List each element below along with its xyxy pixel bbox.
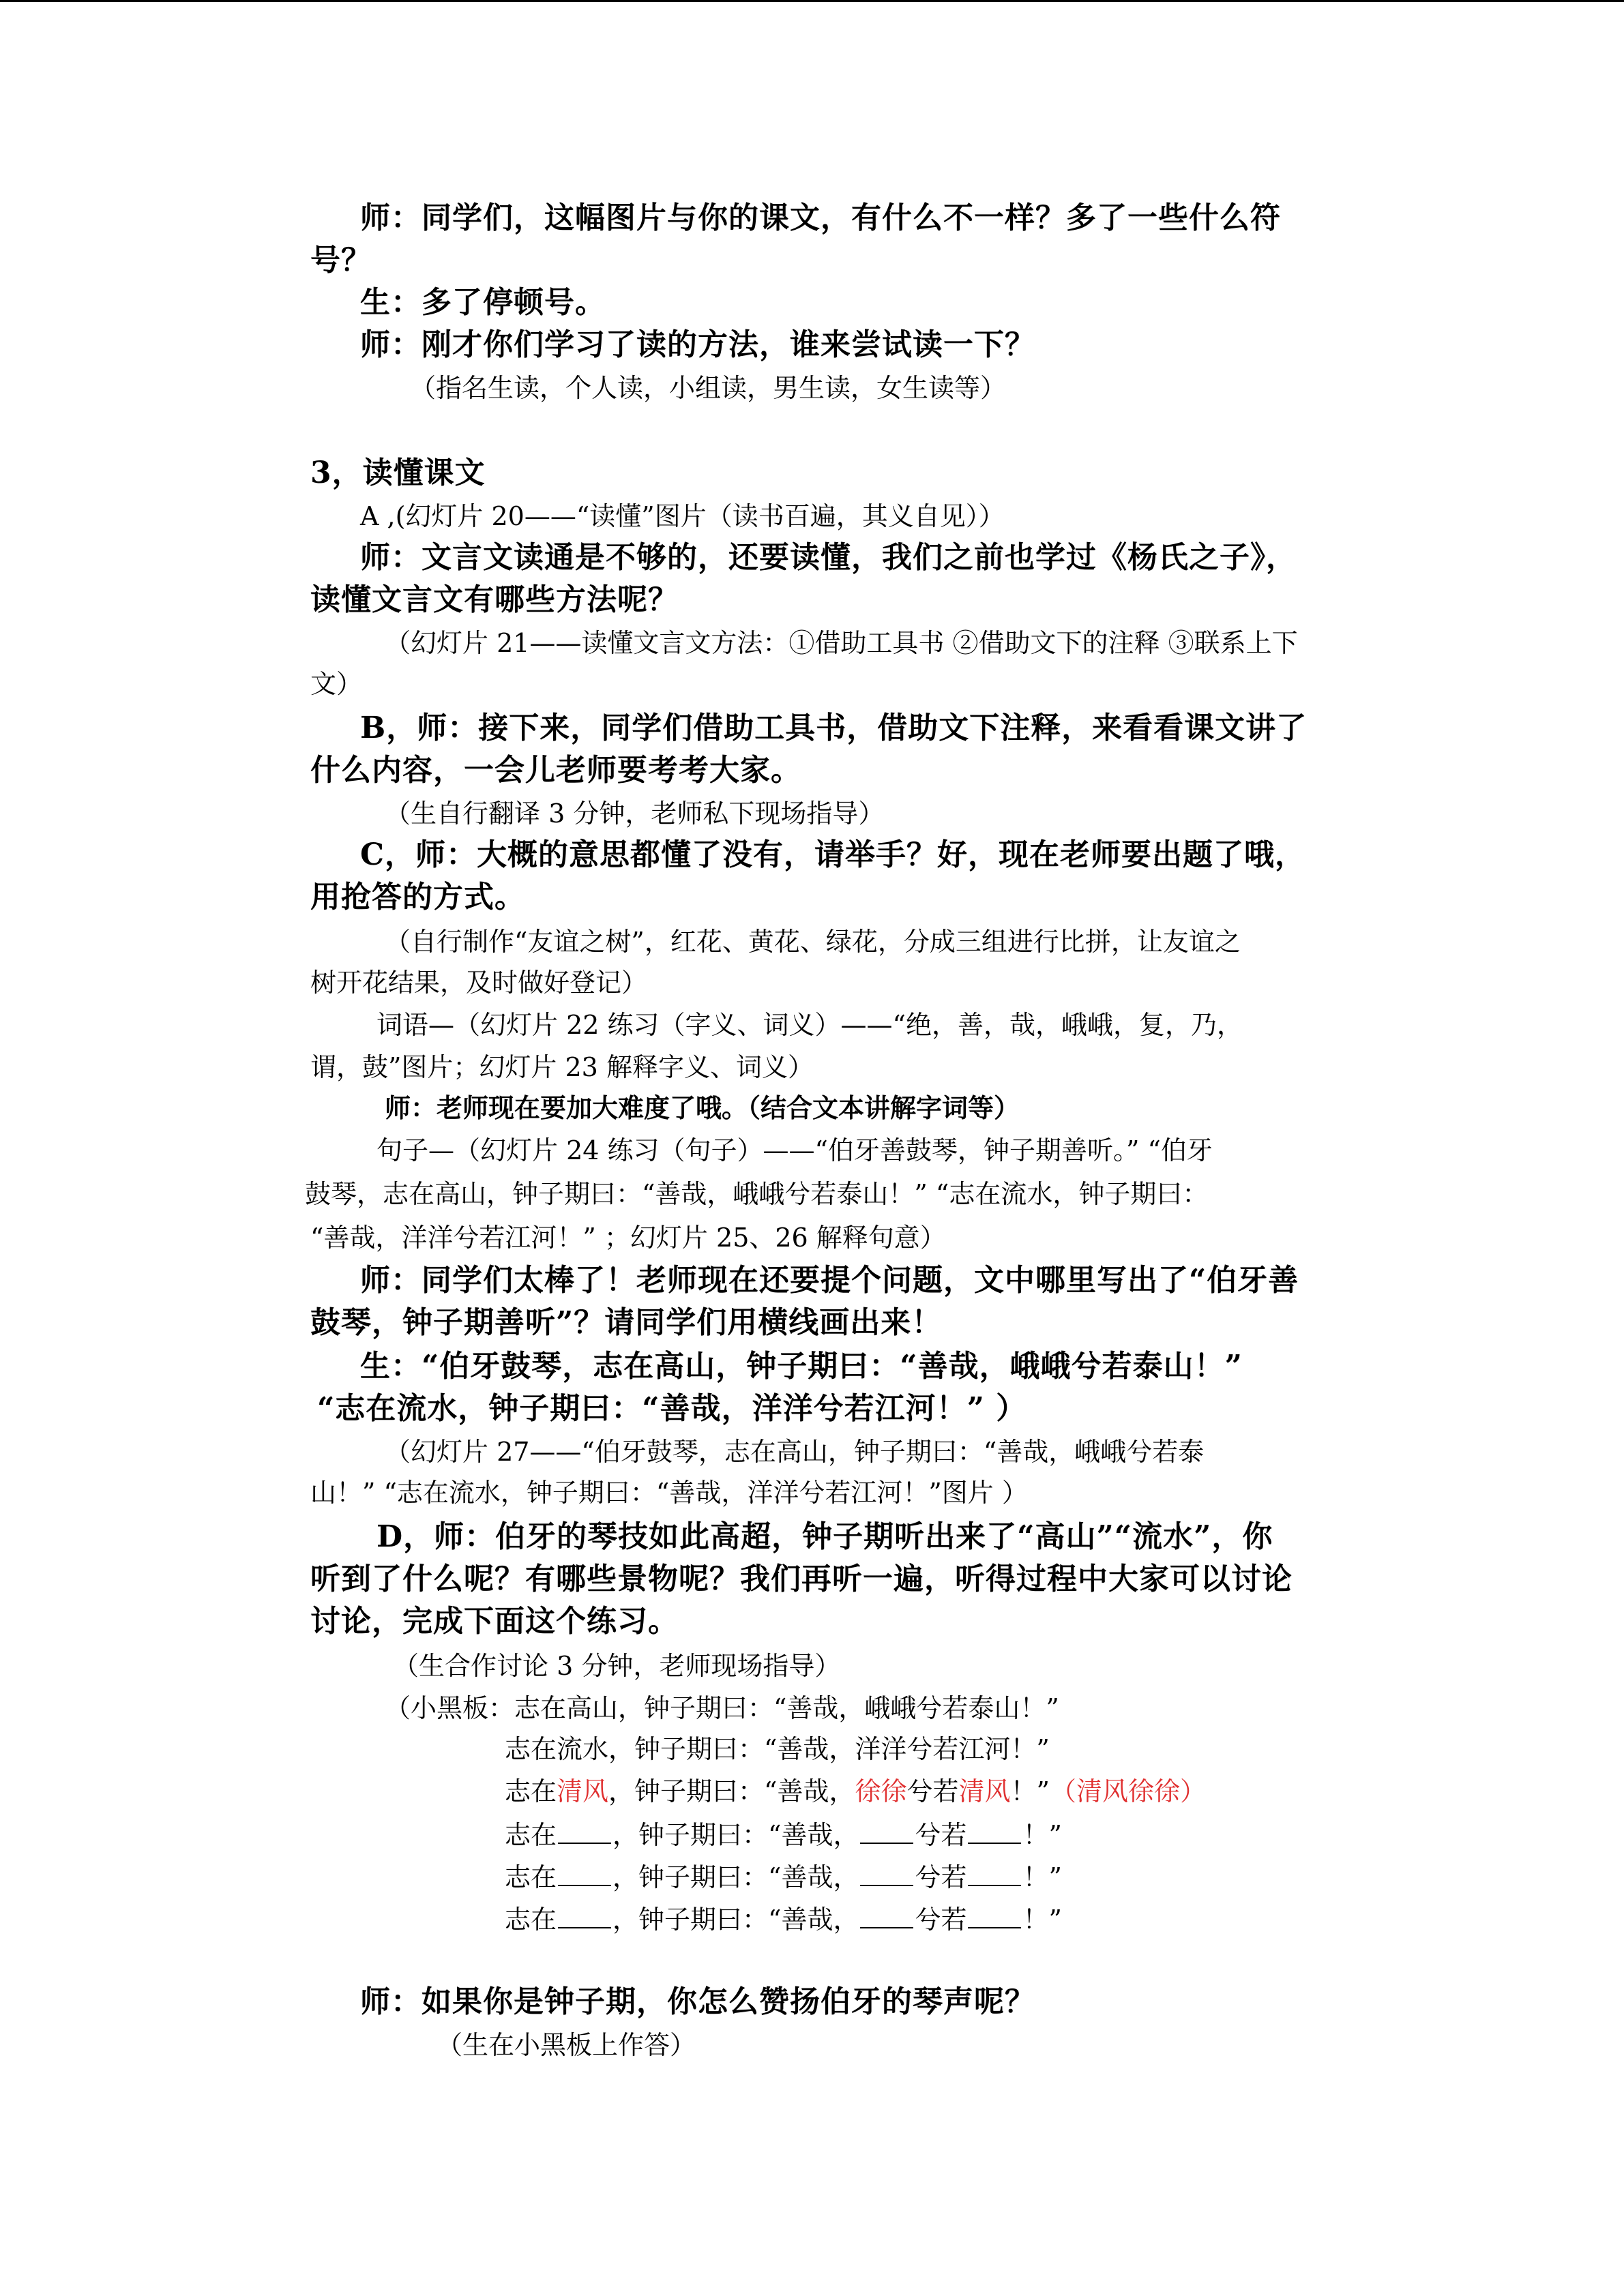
section-heading: 3，读懂课文 bbox=[310, 456, 486, 490]
text-line: 听到了什么呢？有哪些景物呢？我们再听一遍，听得过程中大家可以讨论 bbox=[310, 1562, 1293, 1596]
text-line: D，师：伯牙的琴技如此高超，钟子期听出来了“高山”“流水”，你 bbox=[377, 1519, 1273, 1554]
text-line: 用抢答的方式。 bbox=[310, 880, 525, 914]
text-line: C，师：大概的意思都懂了没有，请举手？好，现在老师要出题了哦， bbox=[360, 837, 1306, 872]
blank[interactable] bbox=[968, 1863, 1021, 1886]
text-line: （指名生读，个人读，小组读，男生读，女生读等） bbox=[410, 373, 1007, 403]
text-line: “善哉，洋洋兮若江河！” ；幻灯片 25、26 解释句意） bbox=[310, 1223, 946, 1253]
text-line: （幻灯片 27——“伯牙鼓琴，志在高山，钟子期曰：“善哉，峨峨兮若泰 bbox=[385, 1437, 1205, 1467]
blank[interactable] bbox=[558, 1905, 611, 1928]
text-line: （生自行翻译 3 分钟，老师私下现场指导） bbox=[385, 799, 885, 829]
text-line: 文） bbox=[310, 669, 363, 699]
text-line: 讨论，完成下面这个练习。 bbox=[310, 1604, 679, 1639]
text-line: 词语—（幻灯片 22 练习（字义、词义）——“绝，善，哉，峨峨，复，乃， bbox=[377, 1010, 1243, 1040]
blank[interactable] bbox=[860, 1821, 913, 1844]
text-line: 师：刚才你们学习了读的方法，谁来尝试读一下？ bbox=[360, 327, 1035, 362]
text-line: （生在小黑板上作答） bbox=[437, 2030, 696, 2060]
text-line: 师：老师现在要加大难度了哦。（结合文本讲解字词等） bbox=[385, 1092, 1020, 1123]
text-line: 什么内容，一会儿老师要考考大家。 bbox=[310, 753, 801, 788]
text-line: A ,(幻灯片 20——“读懂”图片（读书百遍，其义自见）） bbox=[360, 501, 1005, 531]
blank[interactable] bbox=[558, 1863, 611, 1886]
blank[interactable] bbox=[558, 1821, 611, 1844]
text-line: （自行制作“友谊之树”，红花、黄花、绿花，分成三组进行比拼，让友谊之 bbox=[385, 927, 1241, 957]
text-line: 山！” “志在流水，钟子期曰：“善哉，洋洋兮若江河！”图片 ） bbox=[310, 1478, 1028, 1508]
text-line: 师：文言文读通是不够的，还要读懂，我们之前也学过《杨氏之子》， bbox=[360, 540, 1297, 575]
text-line: 树开花结果，及时做好登记） bbox=[310, 968, 648, 998]
text-line: 句子—（幻灯片 24 练习（句子）——“伯牙善鼓琴，钟子期善听。” “伯牙 bbox=[377, 1135, 1213, 1165]
blank[interactable] bbox=[860, 1863, 913, 1886]
text-line: （小黑板：志在高山，钟子期曰：“善哉，峨峨兮若泰山！” bbox=[385, 1693, 1059, 1723]
blank[interactable] bbox=[968, 1905, 1021, 1928]
text-line: “志在流水，钟子期曰：“善哉，洋洋兮若江河！” ） bbox=[317, 1391, 1027, 1426]
fill-in-line: 志在 ，钟子期曰：“善哉， 兮若 ！” bbox=[505, 1820, 1062, 1850]
text-line: 鼓琴，钟子期善听”？请同学们用横线画出来！ bbox=[310, 1305, 943, 1340]
text-line: 志在流水，钟子期曰：“善哉，洋洋兮若江河！” bbox=[505, 1734, 1050, 1764]
text-line: 号？ bbox=[310, 243, 372, 278]
text-line: B，师：接下来，同学们借助工具书，借助文下注释，来看看课文讲了 bbox=[360, 711, 1308, 745]
blank[interactable] bbox=[860, 1905, 913, 1928]
text-line: 师：同学们，这幅图片与你的课文，有什么不一样？多了一些什么符 bbox=[360, 200, 1281, 235]
text-line: 读懂文言文有哪些方法呢？ bbox=[310, 582, 679, 617]
page-top-border bbox=[0, 0, 1624, 2]
text-line: 鼓琴，志在高山，钟子期曰：“善哉，峨峨兮若泰山！” “志在流水，钟子期曰： bbox=[305, 1179, 1209, 1209]
text-line: （生合作讨论 3 分钟，老师现场指导） bbox=[393, 1651, 841, 1681]
text-line: 师：如果你是钟子期，你怎么赞扬伯牙的琴声呢？ bbox=[360, 1984, 1035, 2019]
text-line: （幻灯片 21——读懂文言文方法：①借助工具书 ②借助文下的注释 ③联系上下 bbox=[385, 628, 1298, 658]
blank[interactable] bbox=[968, 1821, 1021, 1844]
text-line: 师：同学们太棒了！老师现在还要提个问题，文中哪里写出了“伯牙善 bbox=[360, 1263, 1299, 1298]
text-line: 谓，鼓”图片；幻灯片 23 解释字义、词义） bbox=[310, 1052, 814, 1082]
text-line: 生：“伯牙鼓琴，志在高山，钟子期曰：“善哉，峨峨兮若泰山！” bbox=[360, 1349, 1243, 1384]
example-line: 志在清风，钟子期曰：“善哉，徐徐兮若清风！” （清风徐徐） bbox=[505, 1776, 1206, 1806]
fill-in-line: 志在 ，钟子期曰：“善哉， 兮若 ！” bbox=[505, 1862, 1062, 1892]
fill-in-line: 志在 ，钟子期曰：“善哉， 兮若 ！” bbox=[505, 1905, 1062, 1935]
text-line: 生：多了停顿号。 bbox=[360, 285, 606, 320]
